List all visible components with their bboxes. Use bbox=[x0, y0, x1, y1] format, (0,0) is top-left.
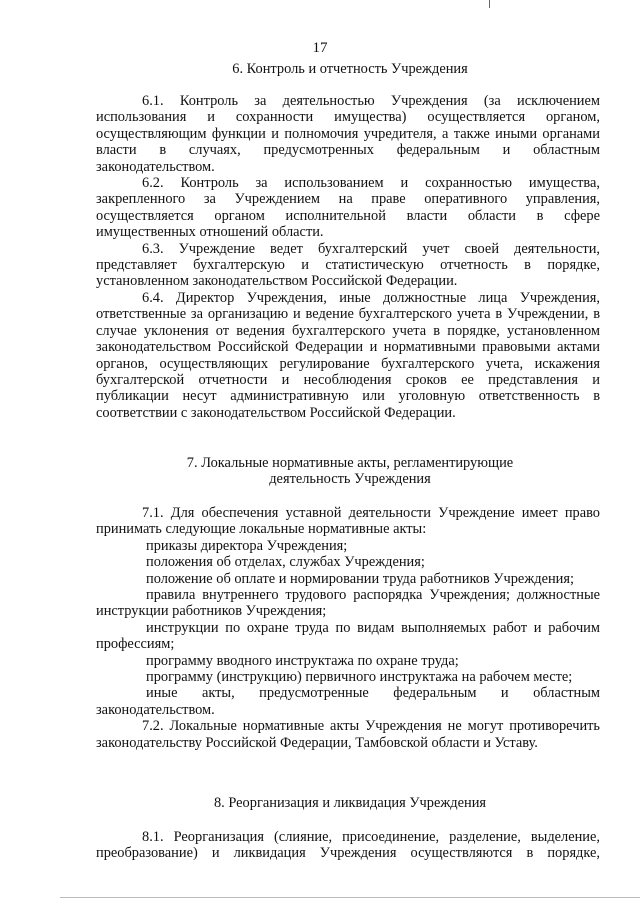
section-7-title bbox=[100, 455, 600, 488]
paragraph-7-2: 7.2. Локальные нормативные акты Учреждения не могут противоречить законодательству Российской Федерации, Тамбовской области и Уставу. bbox=[96, 718, 600, 751]
paragraph-6-3: 6.3. Учреждение ведет бухгалтерский учет своей деятельности, представляет бухгалтерскую и статистическую отчетность в порядке, установленном законодательством Российской Федерации. bbox=[96, 240, 600, 290]
list-item: программу вводного инструктажа по охране труда; bbox=[146, 652, 459, 669]
section-7-body bbox=[96, 505, 600, 751]
section-8-title: 8. Реорганизация и ликвидация Учреждения bbox=[213, 795, 487, 811]
scan-mark bbox=[489, 0, 490, 8]
list-item: программу (инструкцию) первичного инструктажа на рабочем месте; bbox=[146, 669, 573, 686]
list-item: инструкции по охране труда по видам выполняемых работ и рабочим профессиям; bbox=[96, 619, 600, 653]
paragraph-6-4: 6.4. Директор Учреждения, иные должностные лица Учреждения, ответственные за организацию и ведение бухгалтерского учета в Учреждении, в случае уклонения от ведения бухгалтерского учета в порядке, установленном законодательством Российской Федерации и нормативными правовыми актами органов, осуществляющих регулирование бухгалтерского учета, искажения бухгалтерской отчетности и несоблюдения сроков ее представления и публикации несут административную или уголовную ответственность в соответствии с законодательством Российской Федерации. bbox=[96, 289, 600, 421]
paragraph-7-1: 7.1. Для обеспечения уставной деятельности Учреждение имеет право принимать следующие локальные нормативные акты: bbox=[96, 505, 600, 538]
paragraph-8-1: 8.1. Реорганизация (слияние, присоединение, разделение, выделение, преобразование) и ликвидация Учреждения осуществляются в порядке, bbox=[96, 829, 600, 862]
page-number: 17 bbox=[312, 40, 328, 56]
section-7-title-line-1: 7. Локальные нормативные акты, регламентирующие bbox=[186, 455, 514, 471]
paragraph-6-2: 6.2. Контроль за использованием и сохранностью имущества, закрепленного за Учреждением на праве оперативного управления, осуществляется органом исполнительной власти области в сфере имущественных отношений области. bbox=[96, 175, 600, 241]
list-item: положение об оплате и нормировании труда работников Учреждения; bbox=[146, 570, 574, 587]
list-item: правила внутреннего трудового распорядка Учреждения; должностные инструкции работников Учреждения; bbox=[96, 587, 600, 620]
list-item: положения об отделах, службах Учреждения; bbox=[146, 554, 425, 571]
list-item: приказы директора Учреждения; bbox=[146, 537, 348, 554]
section-6-title: 6. Контроль и отчетность Учреждения bbox=[232, 61, 468, 77]
list-item: иные акты, предусмотренные федеральным и областным законодательством. bbox=[96, 685, 600, 718]
section-7-title-line-2: деятельность Учреждения bbox=[269, 471, 431, 488]
section-6-body bbox=[96, 93, 600, 421]
paragraph-6-1: 6.1. Контроль за деятельностью Учреждения (за исключением использования и сохранности имущества) осуществляется органом, осуществляющим функции и полномочия учредителя, а также иными органами власти в случаях, предусмотренных федеральным и областным законодательством. bbox=[96, 93, 600, 175]
scan-edge-line bbox=[60, 897, 640, 898]
section-8-body bbox=[96, 829, 600, 862]
